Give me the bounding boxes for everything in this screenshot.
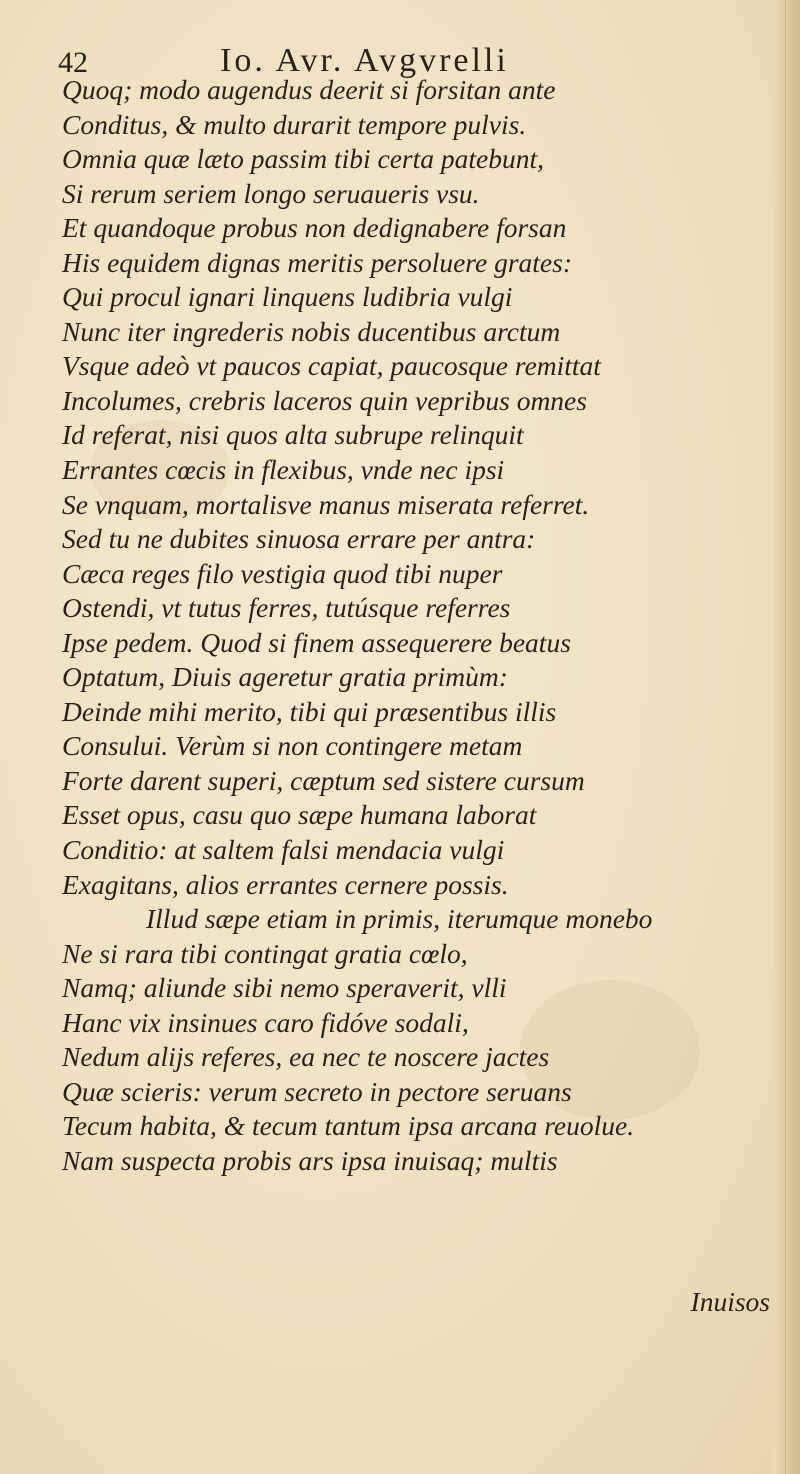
verse-line: Esset opus, casu quo sæpe humana laborat <box>62 799 537 831</box>
verse-line: Sed tu ne dubites sinuosa errare per antra: <box>62 523 536 555</box>
verse-line: Deinde mihi merito, tibi qui præsentibus illis <box>62 695 557 727</box>
verse-line: Et quandoque probus non dedignabere forsan <box>62 212 567 244</box>
verse-line: Illud sæpe etiam in primis, iterumque monebo <box>146 903 653 935</box>
verse-line: Quoq; modo augendus deerit si forsitan ante <box>62 74 556 105</box>
verse-line: Cæca reges filo vestigia quod tibi nuper <box>62 557 503 589</box>
verse-line: Incolumes, crebris laceros quin vepribus omnes <box>62 384 587 416</box>
verse-line: Ipse pedem. Quod si finem assequerere beatus <box>62 626 571 658</box>
folio-number: 42 <box>58 46 88 79</box>
verse-line: Optatum, Diuis ageretur gratia primùm: <box>62 661 508 693</box>
verse-line: Si rerum seriem longo seruaueris vsu. <box>62 177 480 209</box>
verse-line: Conditio: at saltem falsi mendacia vulgi <box>62 834 505 866</box>
verse-line: Nedum alijs referes, ea nec te noscere jactes <box>62 1041 550 1073</box>
verse-line: Nam suspecta probis ars ipsa inuisaq; multis <box>62 1144 558 1176</box>
verse-line: Vsque adeò vt paucos capiat, paucosque remittat <box>62 350 601 382</box>
verse-line: Ne si rara tibi contingat gratia cœlo, <box>62 937 468 969</box>
verse-line: Id referat, nisi quos alta subrupe relinquit <box>62 419 524 451</box>
verse-line: Nunc iter ingrederis nobis ducentibus arctum <box>62 315 561 347</box>
page-edge-line <box>785 0 786 1474</box>
verse-line: Omnia quæ læto passim tibi certa patebunt, <box>62 143 545 175</box>
page-edge <box>774 0 800 1474</box>
verse-line: Qui procul ignari linquens ludibria vulgi <box>62 281 513 313</box>
verse-line: Se vnquam, mortalisve manus miserata referret. <box>62 488 590 520</box>
verse-line: Consului. Verùm si non contingere metam <box>62 730 523 762</box>
catchword: Inuisos <box>690 1286 770 1317</box>
verse-line: Hanc vix insinues caro fidóve sodali, <box>62 1006 469 1038</box>
verse-line: Forte darent superi, cæptum sed sistere cursum <box>62 764 585 796</box>
verse-line: Errantes cœcis in flexibus, vnde nec ipsi <box>62 454 505 486</box>
verse-line: Exagitans, alios errantes cernere possis. <box>62 868 509 900</box>
verse-line: Namq; aliunde sibi nemo speraverit, vlli <box>62 972 507 1004</box>
verse-line: Ostendi, vt tutus ferres, tutúsque referres <box>62 592 511 624</box>
verse-line: Conditus, & multo durarit tempore pulvis. <box>62 108 527 140</box>
running-head: Io. Avr. Avgvrelli <box>220 42 509 79</box>
verse-block <box>62 73 762 1179</box>
verse-line: Tecum habita, & tecum tantum ipsa arcana reuolue. <box>62 1110 635 1142</box>
verse-line: His equidem dignas meritis persoluere grates: <box>62 246 572 278</box>
verse-line: Quæ scieris: verum secreto in pectore seruans <box>62 1075 572 1107</box>
